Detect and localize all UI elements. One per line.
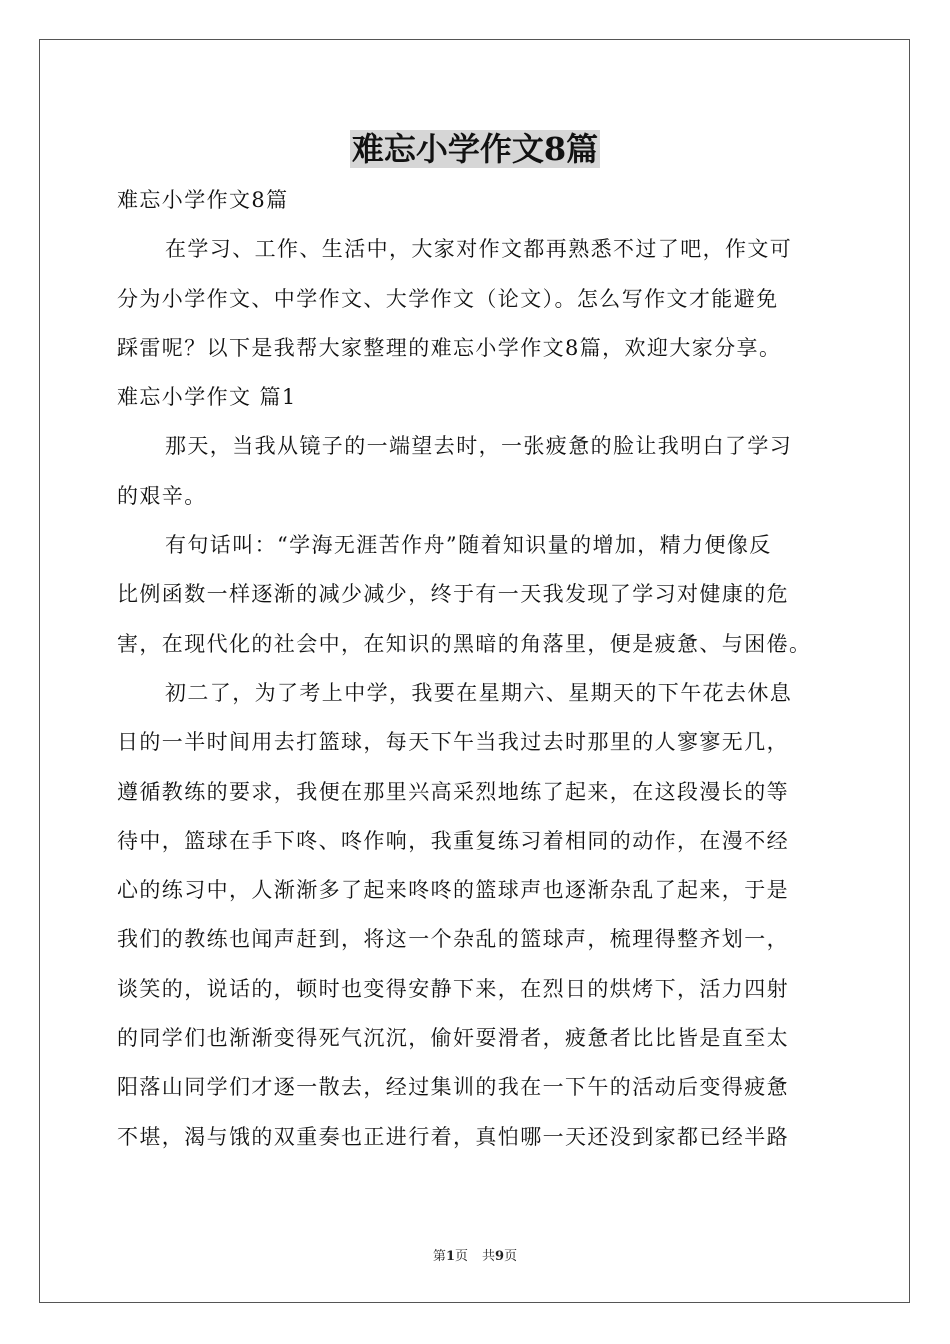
text-line: 那天，当我从镜子的一端望去时，一张疲惫的脸让我明白了学习 [165,434,793,459]
page-footer [0,1248,950,1266]
text-line: 踩雷呢？以下是我帮大家整理的难忘小学作文8篇，欢迎大家分享。 [117,335,782,360]
text-line: 的同学们也渐渐变得死气沉沉，偷奸耍滑者，疲惫者比比皆是直至太 [117,1026,789,1051]
document-title [0,128,950,170]
text-line: 难忘小学作文8篇 [117,188,289,212]
total-page-count: 9 [495,1249,505,1264]
text-line: 害，在现代化的社会中，在知识的黑暗的角落里，便是疲惫、与困倦。 [117,631,812,656]
page-unit: 页 [454,1249,468,1264]
text-line: 不堪，渴与饿的双重奏也正进行着，真怕哪一天还没到家都已经半路 [117,1124,789,1149]
text-line: 的艰辛。 [117,483,207,508]
current-page-number: 1 [445,1249,455,1264]
text-line: 日的一半时间用去打篮球，每天下午当我过去时那里的人寥寥无几， [117,730,789,755]
text-line: 待中，篮球在手下咚、咚作响，我重复练习着相同的动作，在漫不经 [117,828,789,853]
text-line: 有句话叫：“学海无涯苦作舟”随着知识量的增加，精力便像反 [165,533,772,558]
text-line: 阳落山同学们才逐一散去，经过集训的我在一下午的活动后变得疲惫 [117,1075,789,1100]
text-line: 难忘小学作文 篇1 [117,385,297,410]
text-line: 分为小学作文、中学作文、大学作文（论文）。怎么写作文才能避免 [117,286,779,311]
total-unit: 页 [504,1249,518,1264]
page-prefix: 第 [432,1249,446,1264]
text-line: 在学习、工作、生活中，大家对作文都再熟悉不过了吧，作文可 [165,237,793,262]
text-line: 遵循教练的要求，我便在那里兴高采烈地练了起来，在这段漫长的等 [117,779,789,804]
text-line: 初二了，为了考上中学，我要在星期六、星期天的下午花去休息 [165,680,793,705]
total-prefix: 共 [482,1249,496,1264]
document-title-text: 难忘小学作文8篇 [351,130,599,168]
text-line: 谈笑的，说话的，顿时也变得安静下来，在烈日的烘烤下，活力四射 [117,976,789,1001]
document-body [117,176,837,1162]
text-line: 比例函数一样逐渐的减少减少，终于有一天我发现了学习对健康的危 [117,582,789,607]
text-line: 心的练习中，人渐渐多了起来咚咚的篮球声也逐渐杂乱了起来，于是 [117,878,789,903]
text-line: 我们的教练也闻声赶到，将这一个杂乱的篮球声，梳理得整齐划一， [117,927,789,952]
